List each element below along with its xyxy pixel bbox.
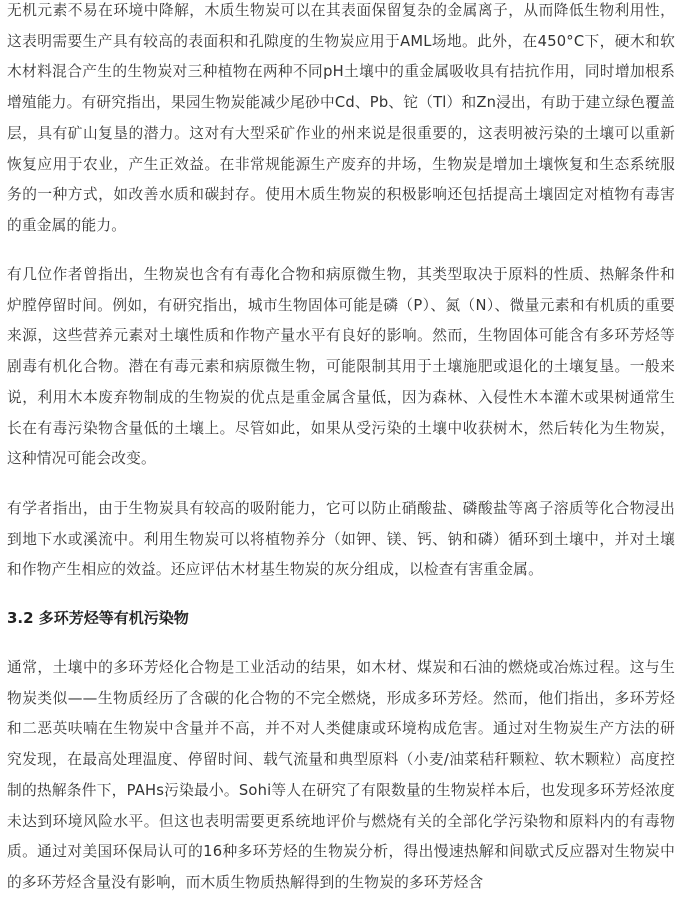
paragraph-toxic-compounds: 有几位作者曾指出，生物炭也含有有毒化合物和病原微生物，其类型取决于原料的性质、热解条件和炉膛停留时间。例如，有研究指出，城市生物固体可能是磷（P）、氮（N）、微量元素和有机质的重要来源，这些营养元素对土壤性质和作物产量水平有良好的影响。然而，生物固体可能含有多环芳烃等剧毒有机化合物。潜在有毒元素和病原微生物，可能限制其用于土壤施肥或退化的土壤复垦。一般来说，利用木本废弃物制成的生物炭的优点是重金属含量低，因为森林、入侵性木本灌木或果树通常生长在有毒污染物含量低的土壤上。尽管如此，如果从受污染的土壤中收获树木，然后转化为生物炭，这种情况可能会改变。	[7, 266, 675, 468]
paragraph-inorganic-elements: 无机元素不易在环境中降解，木质生物炭可以在其表面保留复杂的金属离子，从而降低生物利用性，这表明需要生产具有较高的表面积和孔隙度的生物炭应用于AML场地。此外，在450°C下，硬木和软木材料混合产生的生物炭对三种植物在两种不同pH土壤中的重金属吸收具有拮抗作用，同时增加根系增殖能力。有研究指出，果园生物炭能减少尾砂中Cd、Pb、铊（Tl）和Zn浸出，有助于建立绿色覆盖层，具有矿山复垦的潜力。这对有大型采矿作业的州来说是很重要的，这表明被污染的土壤可以重新恢复应用于农业，产生正效益。在非常规能源生产废弃的井场，生物炭是增加土壤恢复和生态系统服务的一种方式，如改善水质和碳封存。使用木质生物炭的积极影响还包括提高土壤固定对植物有毒害的重金属的能力。	[7, 2, 675, 234]
section-heading: 3.2 多环芳烃等有机污染物	[7, 609, 189, 627]
paragraph-pah-compounds: 通常，土壤中的多环芳烃化合物是工业活动的结果，如木材、煤炭和石油的燃烧或冶炼过程。这与生物炭类似——生物质经历了含碳的化合物的不完全燃烧，形成多环芳烃。然而，他们指出，多环芳烃和二恶英呋喃在生物炭中含量并不高，并不对人类健康或环境构成危害。通过对生物炭生产方法的研究发现，在最高处理温度、停留时间、载气流量和典型原料（小麦/油菜秸秆颗粒、软木颗粒）高度控制的热解条件下，PAHs污染最小。Sohi等人在研究了有限数量的生物炭样本后，也发现多环芳烃浓度未达到环境风险水平。但这也表明需要更系统地评价与燃烧有关的全部化学污染物和原料内的有毒物质。通过对美国环保局认可的16种多环芳烃的生物炭分析，得出慢速热解和间歇式反应器对生物炭中的多环芳烃含量没有影响，而木质生物质热解得到的生物炭的多环芳烃含	[7, 659, 675, 891]
paragraph-adsorption-capacity: 有学者指出，由于生物炭具有较高的吸附能力，它可以防止硝酸盐、磷酸盐等离子溶质等化合物浸出到地下水或溪流中。利用生物炭可以将植物养分（如钾、镁、钙、钠和磷）循环到土壤中，并对土壤和作物产生相应的效益。还应评估木材基生物炭的灰分组成，以检查有害重金属。	[7, 500, 675, 579]
